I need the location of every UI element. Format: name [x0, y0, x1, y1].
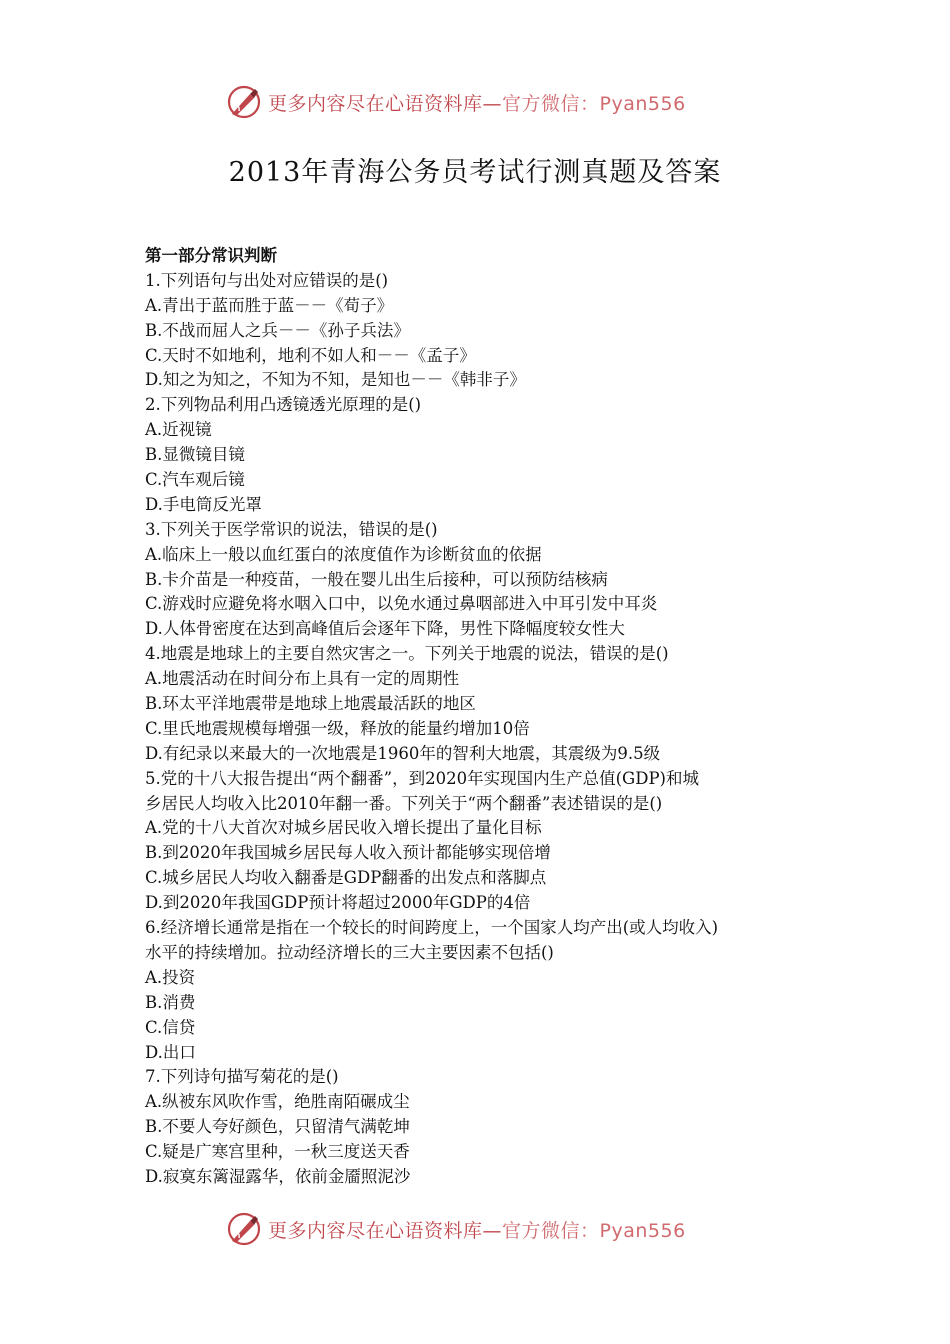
pen-logo-icon	[226, 1211, 262, 1247]
question-lines	[145, 269, 815, 1190]
text-line: 1.下列语句与出处对应错误的是()	[145, 270, 389, 290]
text-line: D.有纪录以来最大的一次地震是1960年的智利大地震，其震级为9.5级	[145, 743, 661, 763]
text-line: D.知之为知之，不知为不知，是知也－－《韩非子》	[145, 370, 526, 390]
text-line: A.临床上一般以血红蛋白的浓度值作为诊断贫血的依据	[145, 544, 542, 564]
text-line: B.消费	[145, 992, 196, 1012]
text-line: 7.下列诗句描写菊花的是()	[145, 1067, 339, 1087]
text-line: D.寂寞东篱湿露华，依前金靥照泥沙	[145, 1166, 411, 1186]
text-line: B.到2020年我国城乡居民每人收入预计都能够实现倍增	[145, 843, 551, 863]
text-line: D.出口	[145, 1042, 196, 1062]
text-line: C.里氏地震规模每增强一级，释放的能量约增加10倍	[145, 718, 530, 738]
text-line: 乡居民人均收入比2010年翻一番。下列关于“两个翻番”表述错误的是()	[145, 793, 663, 813]
header-banner	[226, 82, 726, 122]
text-line: B.环太平洋地震带是地球上地震最活跃的地区	[145, 694, 476, 714]
text-line: 3.下列关于医学常识的说法，错误的是()	[145, 519, 438, 539]
banner-text: 更多内容尽在心语资料库—官方微信：Pyan556	[268, 92, 686, 115]
text-line: 水平的持续增加。拉动经济增长的三大主要因素不包括()	[145, 942, 554, 962]
text-line: A.近视镜	[145, 420, 212, 440]
section-heading: 第一部分常识判断	[145, 246, 277, 265]
text-line: D.到2020年我国GDP预计将超过2000年GDP的4倍	[145, 893, 531, 913]
question-content	[145, 244, 815, 1190]
text-line: A.青出于蓝而胜于蓝－－《荀子》	[145, 295, 394, 315]
text-line: B.不战而屈人之兵－－《孙子兵法》	[145, 320, 410, 340]
text-line: D.人体骨密度在达到高峰值后会逐年下降，男性下降幅度较女性大	[145, 619, 625, 639]
text-line: 5.党的十八大报告提出“两个翻番”，到2020年实现国内生产总值(GDP)和城	[145, 768, 699, 788]
text-line: C.城乡居民人均收入翻番是GDP翻番的出发点和落脚点	[145, 868, 547, 888]
text-line: B.卡介苗是一种疫苗，一般在婴儿出生后接种，可以预防结核病	[145, 569, 608, 589]
text-line: D.手电筒反光罩	[145, 494, 262, 514]
text-line: C.信贷	[145, 1017, 196, 1037]
text-line: A.投资	[145, 967, 196, 987]
text-line: A.党的十八大首次对城乡居民收入增长提出了量化目标	[145, 818, 542, 838]
text-line: 4.地震是地球上的主要自然灾害之一。下列关于地震的说法，错误的是()	[145, 644, 669, 664]
text-line: B.显微镜目镜	[145, 445, 245, 465]
banner-text: 更多内容尽在心语资料库—官方微信：Pyan556	[268, 1219, 686, 1242]
pen-logo-icon	[226, 84, 262, 120]
text-line: 2.下列物品利用凸透镜透光原理的是()	[145, 395, 422, 415]
page-title: 2013年青海公务员考试行测真题及答案	[228, 157, 722, 188]
text-line: C.游戏时应避免将水咽入口中，以免水通过鼻咽部进入中耳引发中耳炎	[145, 594, 658, 614]
text-line: A.纵被东风吹作雪，绝胜南陌碾成尘	[145, 1092, 410, 1112]
text-line: C.疑是广寒宫里种，一秋三度送天香	[145, 1142, 410, 1162]
text-line: C.汽车观后镜	[145, 470, 245, 490]
text-line: 6.经济增长通常是指在一个较长的时间跨度上，一个国家人均产出(或人均收入)	[145, 918, 719, 938]
text-line: A.地震活动在时间分布上具有一定的周期性	[145, 669, 460, 689]
text-line: C.天时不如地利，地利不如人和－－《孟子》	[145, 345, 476, 365]
text-line: B.不要人夸好颜色，只留清气满乾坤	[145, 1117, 410, 1137]
footer-banner	[226, 1209, 726, 1249]
